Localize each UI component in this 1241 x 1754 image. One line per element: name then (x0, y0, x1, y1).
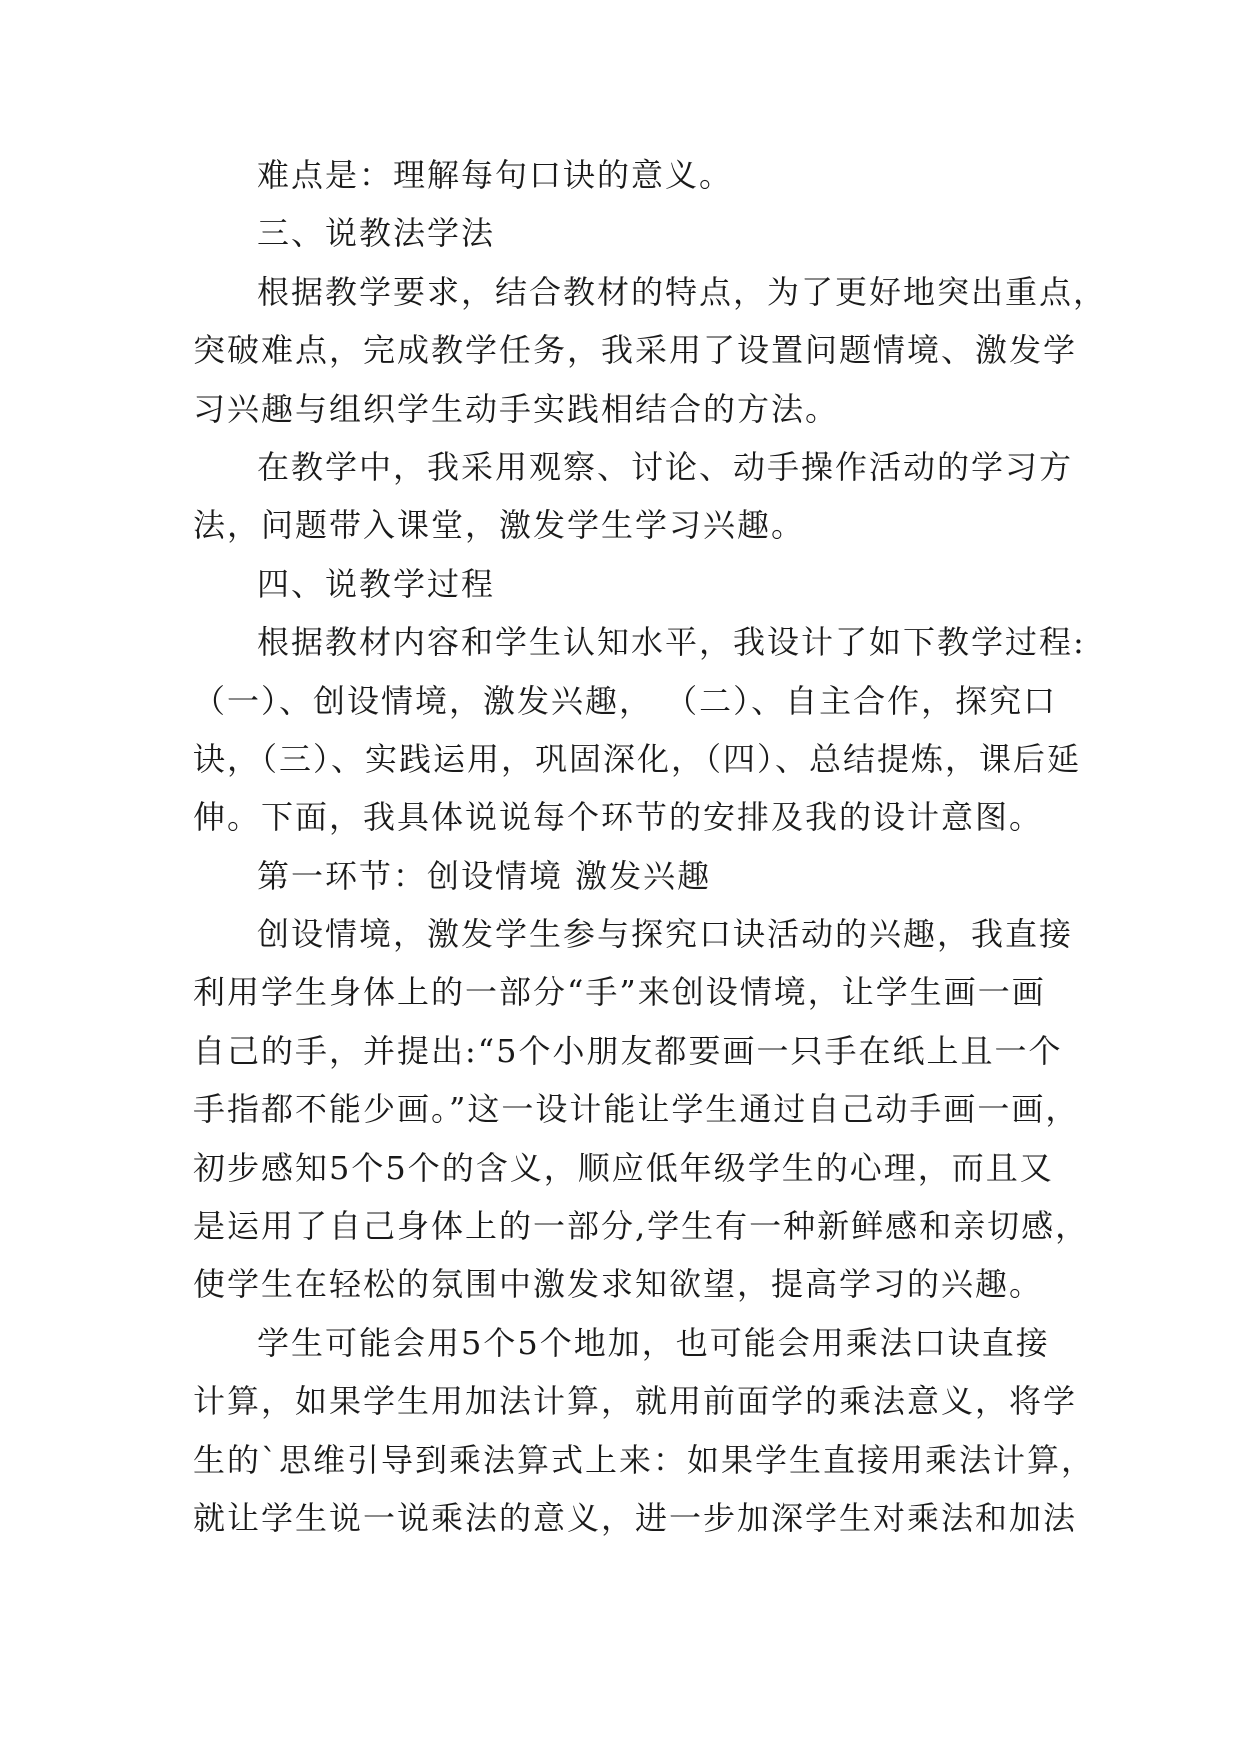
text-line: 难点是：理解每句口诀的意义。 (257, 156, 734, 194)
text-line: 在教学中，我采用观察、讨论、动手操作活动的学习方 (257, 447, 1074, 486)
text-line: 使学生在轻松的氛围中激发求知欲望，提高学习的兴趣。 (193, 1265, 1044, 1304)
text-line: 法，问题带入课堂，激发学生学习兴趣。 (193, 506, 806, 545)
text-line: 就让学生说一说乘法的意义，进一步加深学生对乘法和加法 (193, 1498, 1078, 1537)
text-line: 初步感知5个5个的含义，顺应低年级学生的心理，而且又 (193, 1148, 1054, 1187)
text-line: 诀，（三）、实践运用，巩固深化，（四）、总结提炼，课后延 (193, 739, 1082, 778)
text-line: （一）、创设情境，激发兴趣， （二）、自主合作，探究口 (193, 681, 1058, 720)
text-line: 根据教学要求，结合教材的特点，为了更好地突出重点， (257, 272, 1108, 311)
subsection-heading-step-one: 第一环节：创设情境 激发兴趣 (257, 856, 712, 895)
text-line: 计算，如果学生用加法计算，就用前面学的乘法意义，将学 (193, 1382, 1078, 1421)
text-line: 突破难点，完成教学任务，我采用了设置问题情境、激发学 (193, 331, 1078, 370)
text-line: 自己的手，并提出:“5个小朋友都要画一只手在纸上且一个 (193, 1031, 1063, 1070)
text-line: 根据教材内容和学生认知水平，我设计了如下教学过程: (257, 623, 1086, 662)
text-line: 习兴趣与组织学生动手实践相结合的方法。 (193, 389, 840, 428)
section-heading-teaching-process: 四、说教学过程 (257, 564, 496, 603)
section-heading-teaching-methods: 三、说教法学法 (257, 214, 496, 253)
text-line: 手指都不能少画。”这一设计能让学生通过自己动手画一画， (193, 1090, 1080, 1129)
text-line: 生的`思维引导到乘法算式上来：如果学生直接用乘法计算， (193, 1440, 1096, 1479)
text-line: 学生可能会用5个5个地加，也可能会用乘法口诀直接 (257, 1323, 1050, 1362)
text-line: 利用学生身体上的一部分“手”来创设情境，让学生画一画 (193, 973, 1046, 1012)
text-line: 是运用了自己身体上的一部分,学生有一种新鲜感和亲切感， (193, 1207, 1090, 1246)
text-line: 创设情境，激发学生参与探究口诀活动的兴趣，我直接 (257, 915, 1074, 954)
text-line: 伸。下面，我具体说说每个环节的安排及我的设计意图。 (193, 798, 1044, 837)
body-text (193, 146, 1108, 1547)
